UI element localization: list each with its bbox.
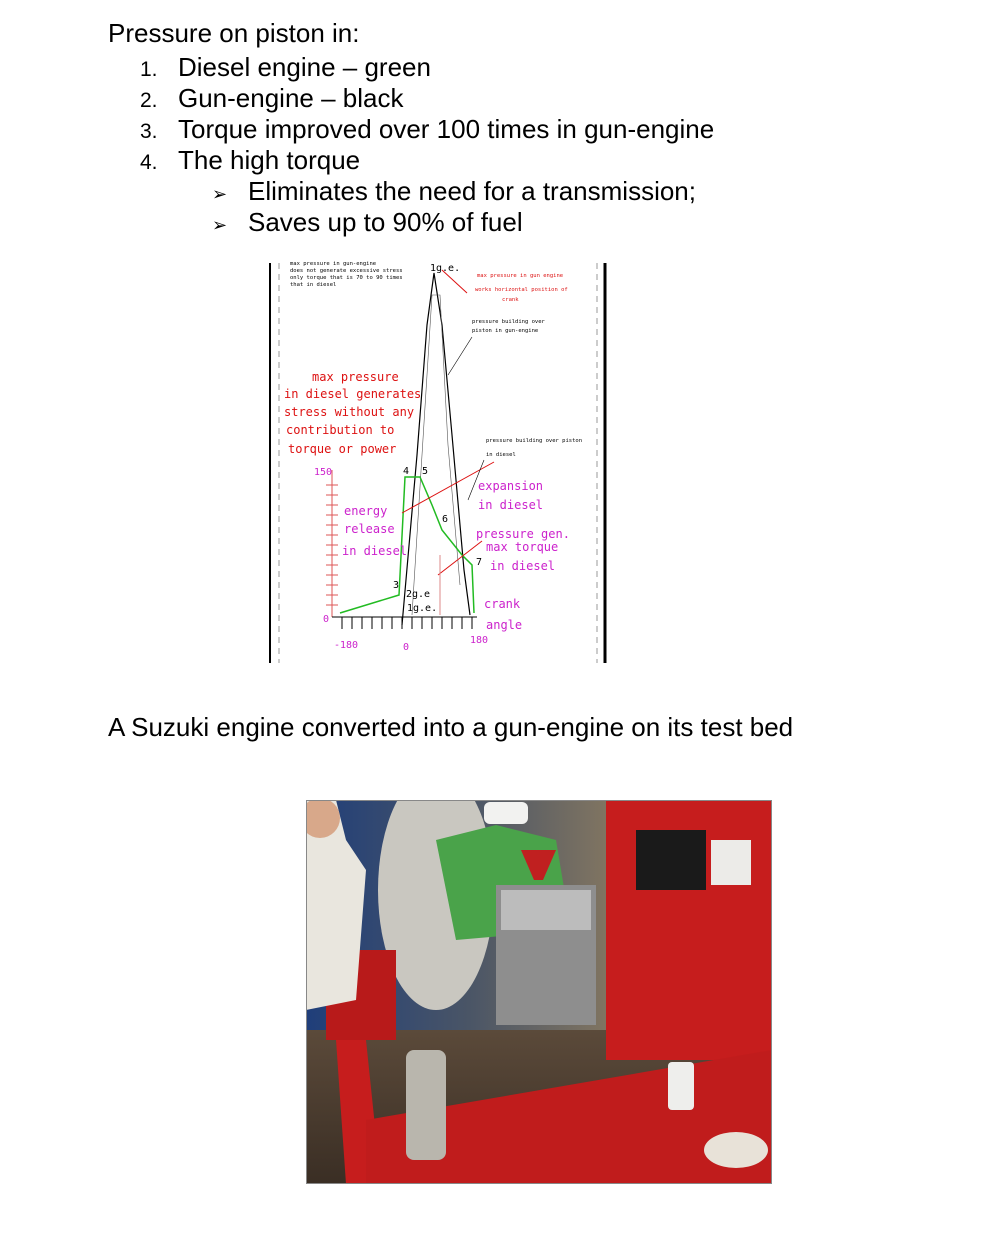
- annotation-line: [448, 337, 472, 375]
- label-1ge: 1g.e.: [407, 603, 438, 614]
- x-tick-label: 0: [403, 642, 410, 653]
- note-line: max pressure in gun-engine: [290, 261, 377, 267]
- note-line: crank: [502, 297, 519, 303]
- note-line: max pressure: [312, 370, 399, 384]
- list-number: 2.: [140, 89, 158, 112]
- label-line: in diesel: [342, 544, 408, 558]
- list-item: [140, 52, 714, 83]
- label-1ge-top: 1g.e.: [430, 263, 461, 274]
- photo-caption: A Suzuki engine converted into a gun-engine on its test bed: [108, 712, 794, 742]
- label-line: in diesel: [490, 559, 556, 573]
- label-line: expansion: [478, 479, 544, 493]
- note-line: pressure building over: [472, 319, 545, 325]
- label-2ge: 2g.e: [406, 589, 431, 600]
- diesel-building-note: [486, 438, 582, 458]
- gun-engine-curve: [402, 273, 470, 625]
- list-item-text: Gun-engine – black: [178, 83, 404, 113]
- list-number: 4.: [140, 151, 158, 174]
- list-item: [140, 145, 714, 176]
- note-line: piston in gun-engine: [472, 328, 539, 334]
- point-label: 3: [393, 580, 400, 591]
- label-line: energy: [344, 504, 388, 518]
- gun-engine-note: [290, 261, 403, 288]
- bullet-item: [212, 207, 696, 238]
- steel-canister: [406, 1050, 446, 1160]
- point-label: 5: [422, 466, 429, 477]
- bullet-item-text: Eliminates the need for a transmission;: [248, 176, 696, 206]
- arrow-bullet-icon: ➢: [212, 184, 228, 204]
- arrow-bullet-icon: ➢: [212, 215, 228, 235]
- heading: Pressure on piston in:: [108, 18, 360, 48]
- note-line: max pressure in gun engine: [477, 273, 564, 279]
- note-line: works horizontal position of: [475, 287, 568, 293]
- note-line: stress without any: [284, 405, 415, 419]
- numbered-list: [140, 52, 714, 176]
- note-line: in diesel: [486, 452, 516, 458]
- display-box: [711, 840, 751, 885]
- list-item-text: Diesel engine – green: [178, 52, 431, 82]
- note-line: does not generate excessive stress: [290, 268, 403, 274]
- label-line: pressure gen.: [476, 527, 570, 541]
- x-tick-labels: [334, 635, 488, 653]
- label-line: angle: [486, 618, 523, 632]
- list-item: [140, 114, 714, 145]
- label-line: release: [344, 522, 395, 536]
- note-line: in diesel generates: [284, 387, 422, 401]
- label-line: crank: [484, 597, 521, 611]
- white-bottle: [484, 802, 528, 824]
- oil-bottle: [668, 1062, 694, 1110]
- bullet-list: [212, 176, 696, 238]
- list-number: 3.: [140, 120, 158, 143]
- crank-angle-label: [484, 597, 522, 632]
- control-panel: [636, 830, 706, 890]
- note-line: torque or power: [288, 442, 397, 456]
- note-line: pressure building over piston: [486, 438, 583, 444]
- gun-engine-inner-curve: [412, 295, 460, 615]
- bullet-item-text: Saves up to 90% of fuel: [248, 207, 523, 237]
- point-label: 7: [476, 557, 483, 568]
- note-line: that in diesel: [290, 282, 337, 288]
- expansion-label: [478, 479, 543, 512]
- red-top-note: [475, 273, 568, 303]
- x-axis-ticks: [342, 617, 472, 629]
- point-label: 6: [442, 514, 449, 525]
- x-tick-label: -180: [334, 640, 359, 651]
- engine-top: [501, 890, 591, 930]
- list-item-text: The high torque: [178, 145, 361, 175]
- label-line: max torque: [486, 540, 559, 554]
- brand-logo: [704, 1132, 768, 1168]
- y-tick-label: 150: [314, 467, 333, 478]
- engine-test-bed-photo: [306, 800, 772, 1184]
- energy-release-label: [342, 504, 407, 558]
- pressure-diagram: [262, 255, 612, 667]
- bullet-item: [212, 176, 696, 207]
- label-line: in diesel: [478, 498, 544, 512]
- list-item-text: Torque improved over 100 times in gun-engine: [178, 114, 715, 144]
- x-tick-label: 180: [470, 635, 489, 646]
- note-line: only torque that is 70 to 90 times: [290, 275, 403, 281]
- point-label: 4: [403, 466, 410, 477]
- gun-building-note: [472, 319, 546, 334]
- list-item: [140, 83, 714, 114]
- y-tick-label: 0: [323, 614, 330, 625]
- diesel-max-note: [284, 370, 421, 456]
- note-line: contribution to: [286, 423, 395, 437]
- list-number: 1.: [140, 58, 158, 81]
- pressure-gen-label: [476, 527, 570, 573]
